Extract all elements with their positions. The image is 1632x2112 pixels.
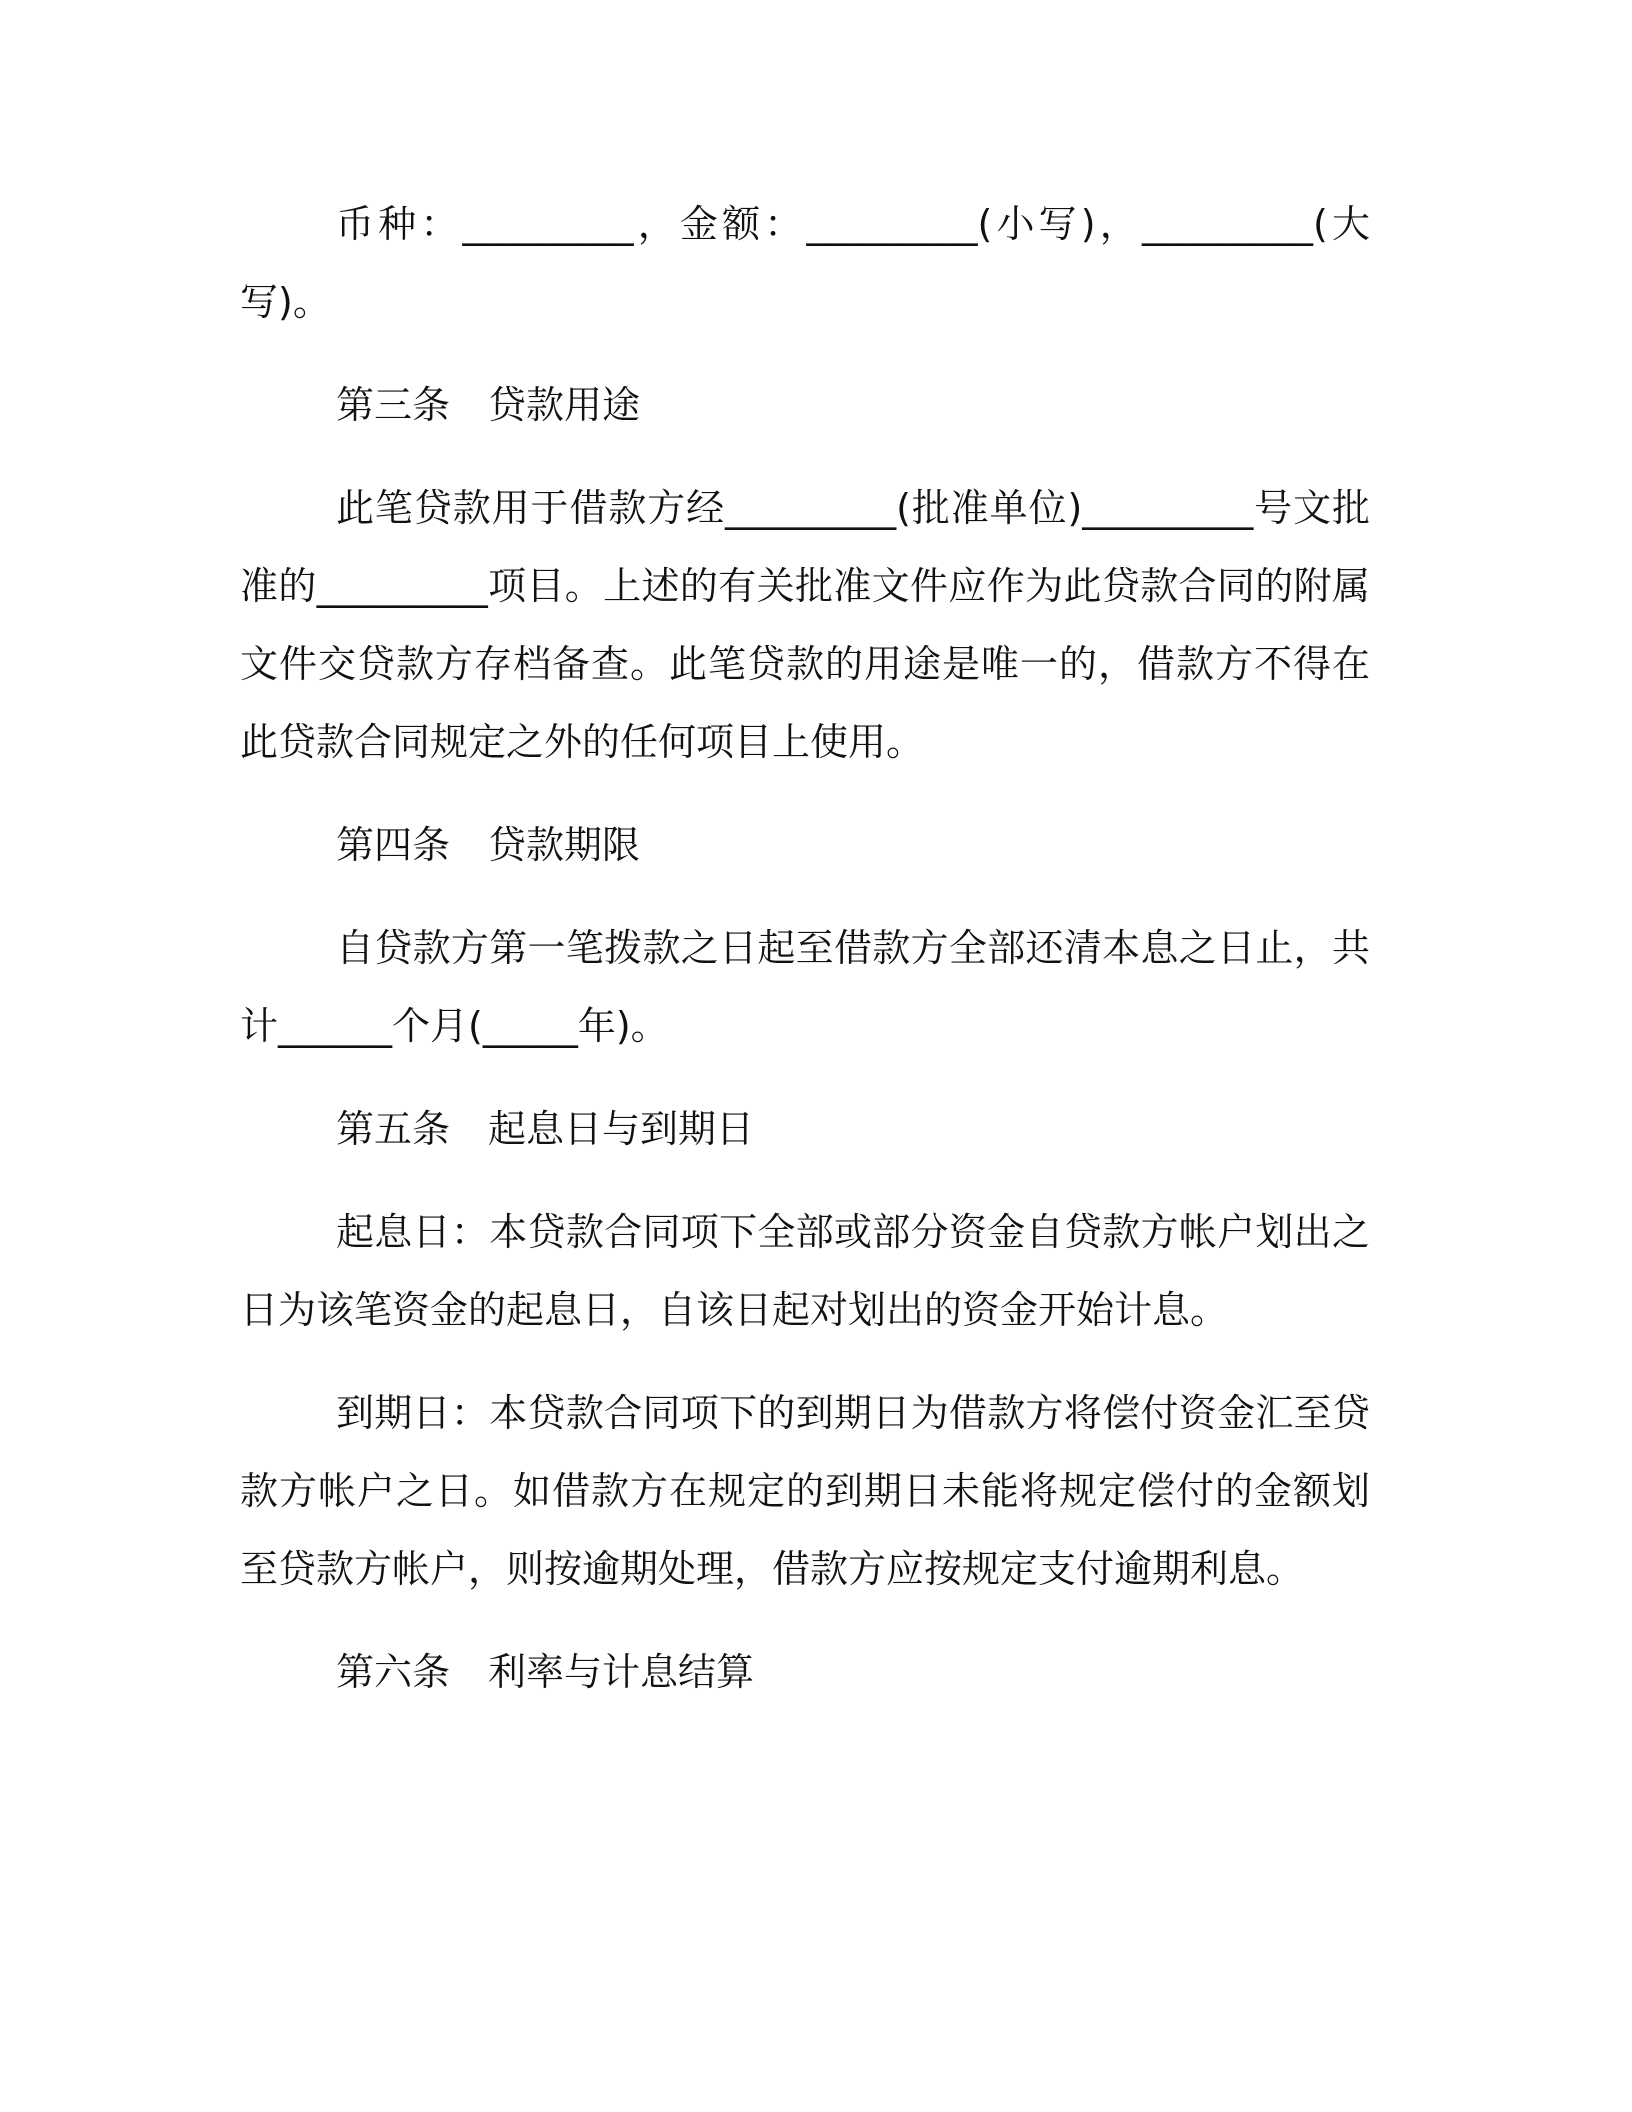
article-5-heading: 第五条 起息日与到期日	[336, 1107, 755, 1151]
value-date-paragraph: 起息日：本贷款合同项下全部或部分资金自贷款方帐户划出之日为该笔资金的起息日，自该日起对划出的资金开始计息。	[240, 1210, 1370, 1332]
document-body	[240, 185, 1370, 1736]
loan-purpose-paragraph: 此笔贷款用于借款方经_________(批准单位)_________号文批准的_________项目。上述的有关批准文件应作为此贷款合同的附属文件交贷款方存档备查。此笔贷款的用途是唯一的，借款方不得在此贷款合同规定之外的任何项目上使用。	[240, 486, 1370, 764]
article-3-heading: 第三条 贷款用途	[336, 383, 641, 427]
maturity-date-paragraph: 到期日：本贷款合同项下的到期日为借款方将偿付资金汇至贷款方帐户之日。如借款方在规定的到期日未能将规定偿付的金额划至贷款方帐户，则按逾期处理，借款方应按规定支付逾期利息。	[240, 1391, 1370, 1591]
loan-term-paragraph: 自贷款方第一笔拨款之日起至借款方全部还清本息之日止，共计______个月(_____年)。	[240, 926, 1370, 1048]
currency-amount-paragraph: 币种：_________，金额：_________(小写)，_________(大写)。	[240, 202, 1370, 324]
article-4-heading: 第四条 贷款期限	[336, 823, 641, 867]
article-6-heading: 第六条 利率与计息结算	[336, 1650, 755, 1694]
